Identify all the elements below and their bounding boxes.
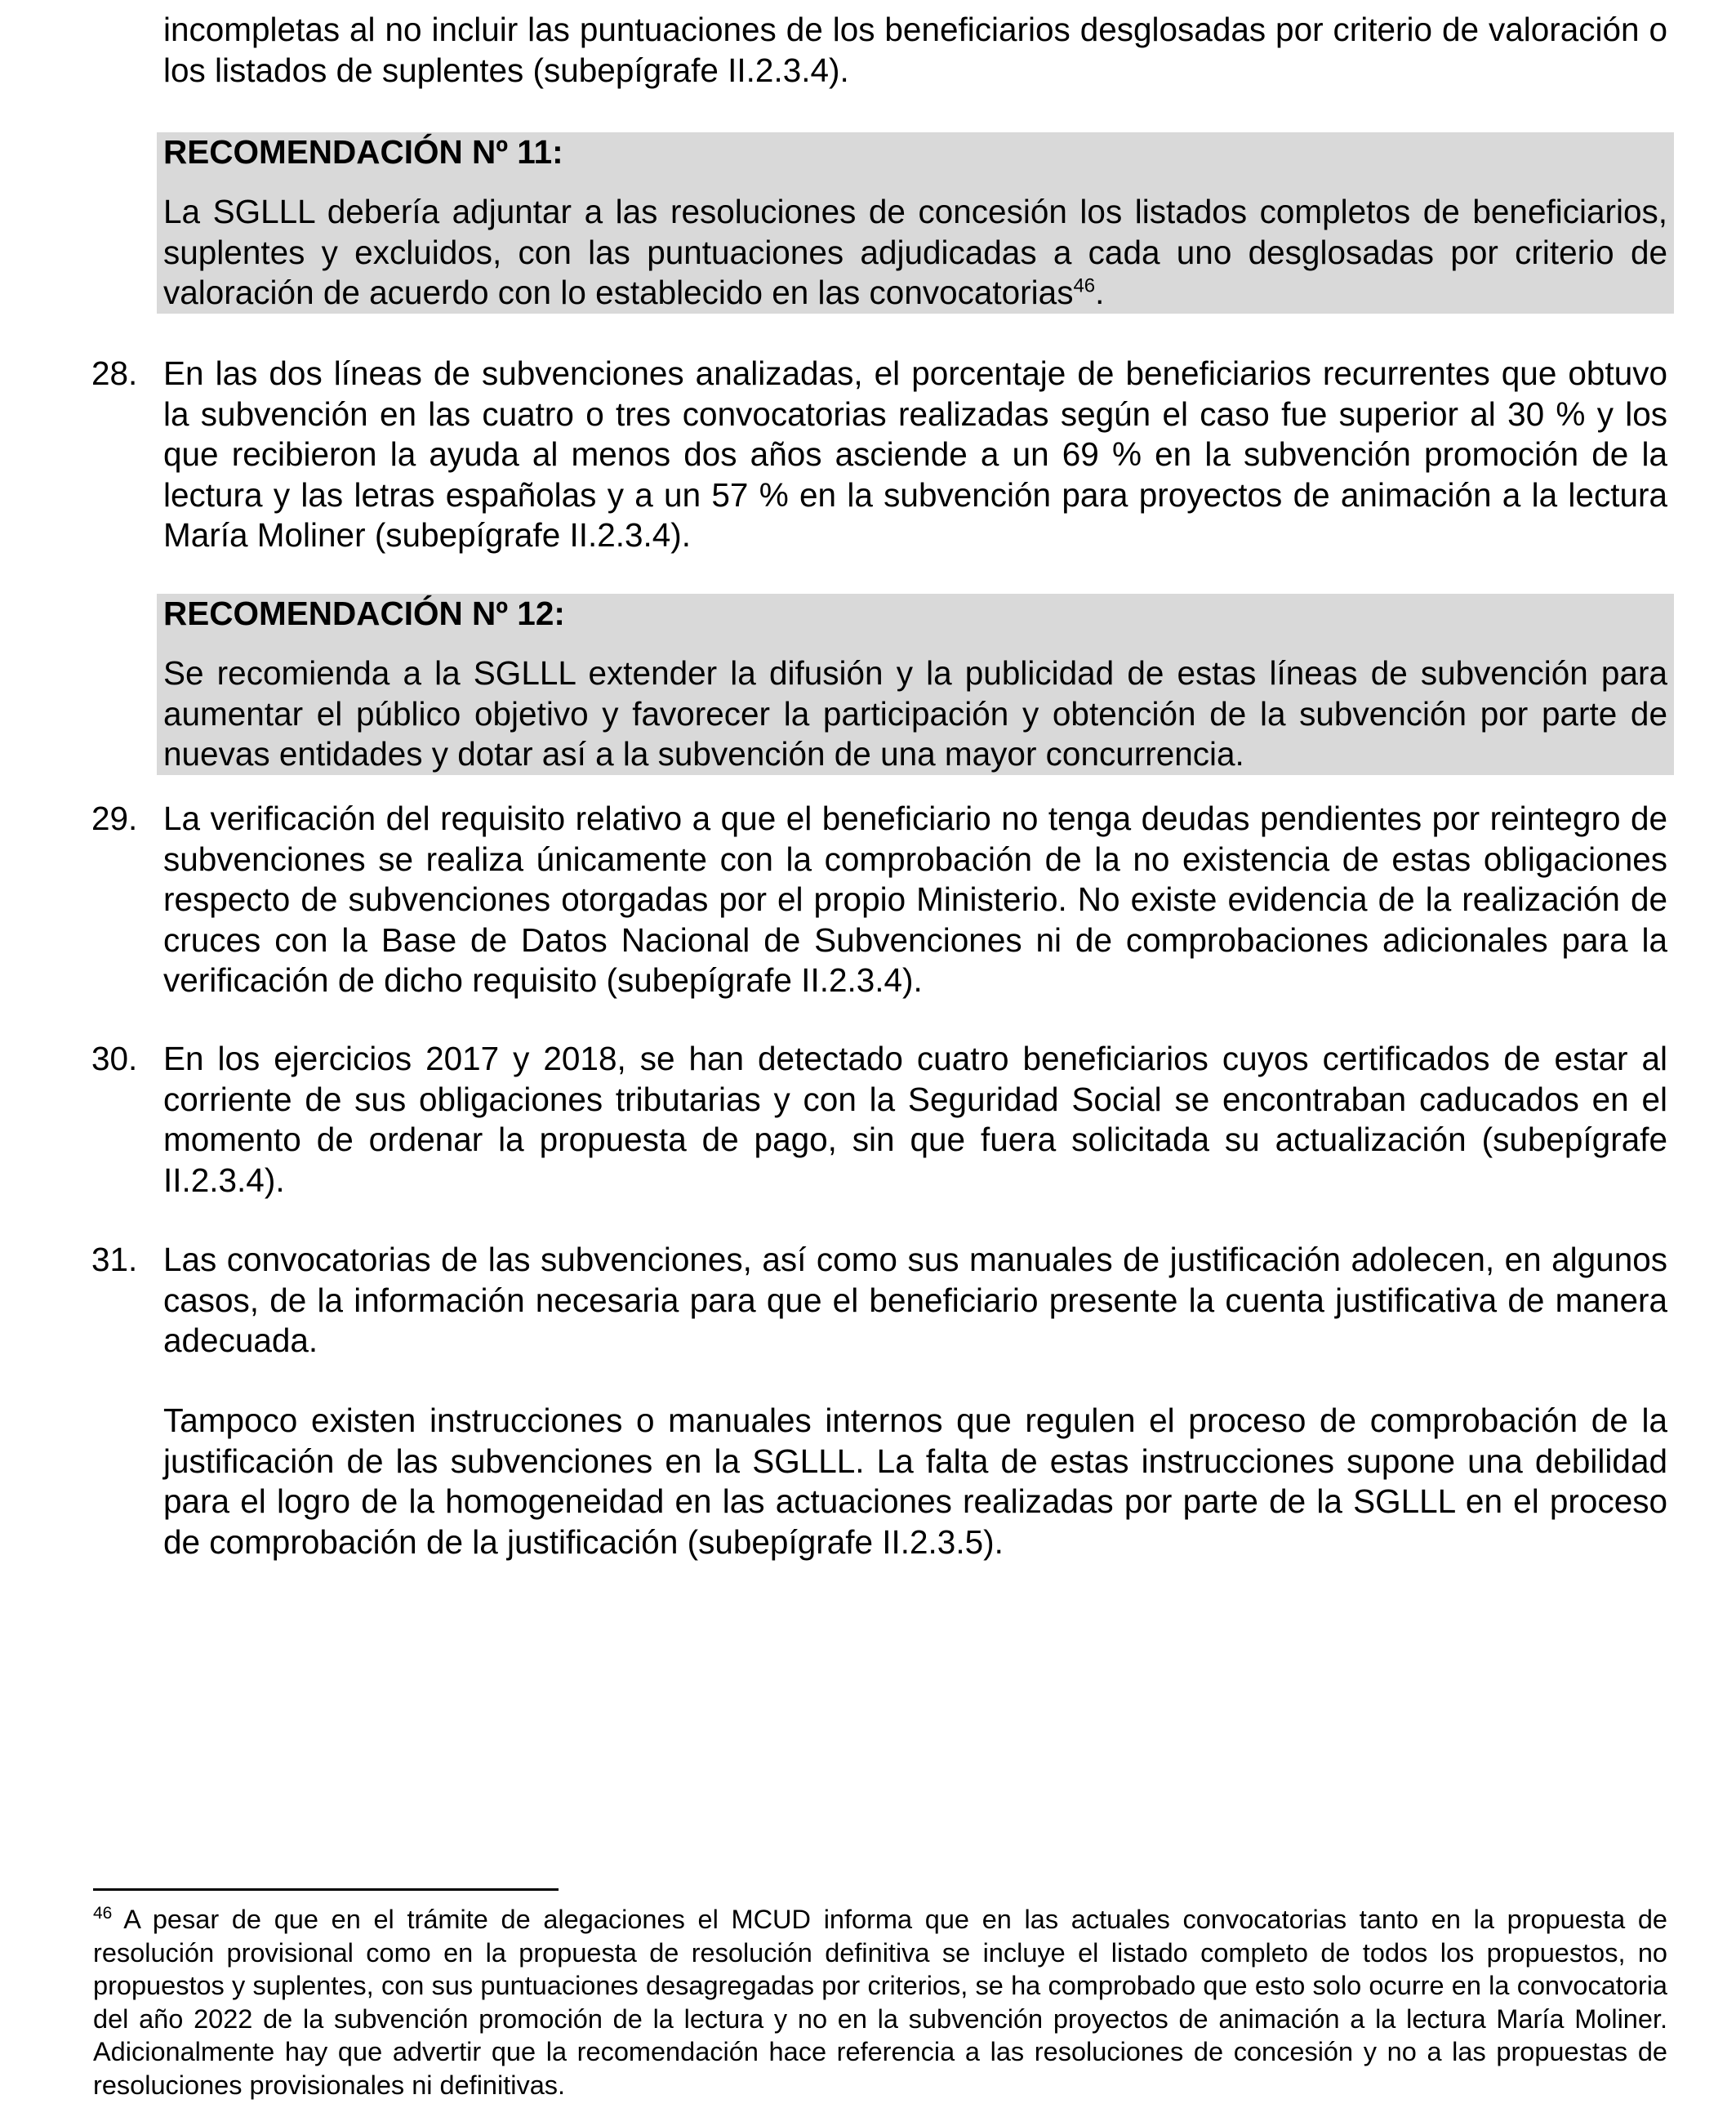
item-28-number: 28.	[91, 354, 138, 392]
footnote-number: 46	[93, 1904, 113, 1923]
item-31-continuation: Tampoco existen instrucciones o manuales internos que regulen el proceso de comprobación de la justificación de las subvenciones en la SGLLL. La falta de estas instrucciones supone una debilidad para el logro de la homogeneidad en las actuaciones realizadas por parte de la SGLLL en el proceso de comprobación de la justificación (subepígrafe II.2.3.5).	[163, 1402, 1667, 1561]
recommendation-11-end: .	[1095, 274, 1105, 311]
item-29-number: 29.	[91, 800, 138, 837]
recommendation-11-text	[163, 192, 1667, 314]
recommendation-11-title: RECOMENDACIÓN Nº 11:	[163, 133, 563, 171]
recommendation-12-text: Se recomienda a la SGLLL extender la difusión y la publicidad de estas líneas de subvención para aumentar el público objetivo y favorecer la participación y obtención de la subvención por parte de nuevas entidades y dotar así a la subvención de una mayor concurrencia.	[163, 654, 1667, 773]
footnote-46	[93, 1903, 1667, 2101]
recommendation-11-body: La SGLLL debería adjuntar a las resoluciones de concesión los listados completos de beneficiarios, suplentes y excluidos, con las puntuaciones adjudicadas a cada uno desglosadas por criterio de valoración de acuerdo con lo establecido en las convocatorias	[163, 193, 1667, 311]
item-30-text: En los ejercicios 2017 y 2018, se han detectado cuatro beneficiarios cuyos certificados de estar al corriente de sus obligaciones tributarias y con la Seguridad Social se encontraban caducados en el momento de ordenar la propuesta de pago, sin que fuera solicitada su actualización (subepígrafe II.2.3.4).	[163, 1040, 1667, 1199]
footnote-reference: 46	[1073, 274, 1096, 297]
item-31-text: Las convocatorias de las subvenciones, así como sus manuales de justificación adolecen, en algunos casos, de la información necesaria para que el beneficiario presente la cuenta justificativa de manera adecuada.	[163, 1241, 1667, 1359]
footnote-text: A pesar de que en el trámite de alegaciones el MCUD informa que en las actuales convocatorias tanto en la propuesta de resolución provisional como en la propuesta de resolución definitiva se incluye el listado completo de todos los propuestos, no propuestos y suplentes, con sus puntuaciones desagregadas por criterios, se ha comprobado que esto solo ocurre en la convocatoria del año 2022 de la subvención promoción de la lectura y no en la subvención proyectos de animación a la lectura María Moliner. Adicionalmente hay que advertir que la recomendación hace referencia a las resoluciones de concesión y no a las propuestas de resoluciones provisionales ni definitivas.	[93, 1905, 1667, 2100]
footnote-separator	[93, 1888, 559, 1891]
item-30-number: 30.	[91, 1040, 138, 1077]
item-29-text: La verificación del requisito relativo a que el beneficiario no tenga deudas pendientes por reintegro de subvenciones se realiza únicamente con la comprobación de la no existencia de estas obligaciones respecto de subvenciones otorgadas por el propio Ministerio. No existe evidencia de la realización de cruces con la Base de Datos Nacional de Subvenciones ni de comprobaciones adicionales para la verificación de dicho requisito (subepígrafe II.2.3.4).	[163, 800, 1667, 999]
intro-paragraph: incompletas al no incluir las puntuaciones de los beneficiarios desglosadas por criterio de valoración o los listados de suplentes (subepígrafe II.2.3.4).	[163, 11, 1667, 89]
item-31-number: 31.	[91, 1241, 138, 1278]
recommendation-12-title: RECOMENDACIÓN Nº 12:	[163, 595, 565, 632]
item-28-text: En las dos líneas de subvenciones analizadas, el porcentaje de beneficiarios recurrentes que obtuvo la subvención en las cuatro o tres convocatorias realizadas según el caso fue superior al 30 % y los que recibieron la ayuda al menos dos años asciende a un 69 % en la subvención promoción de la lectura y las letras españolas y a un 57 % en la subvención para proyectos de animación a la lectura María Moliner (subepígrafe II.2.3.4).	[163, 354, 1667, 554]
